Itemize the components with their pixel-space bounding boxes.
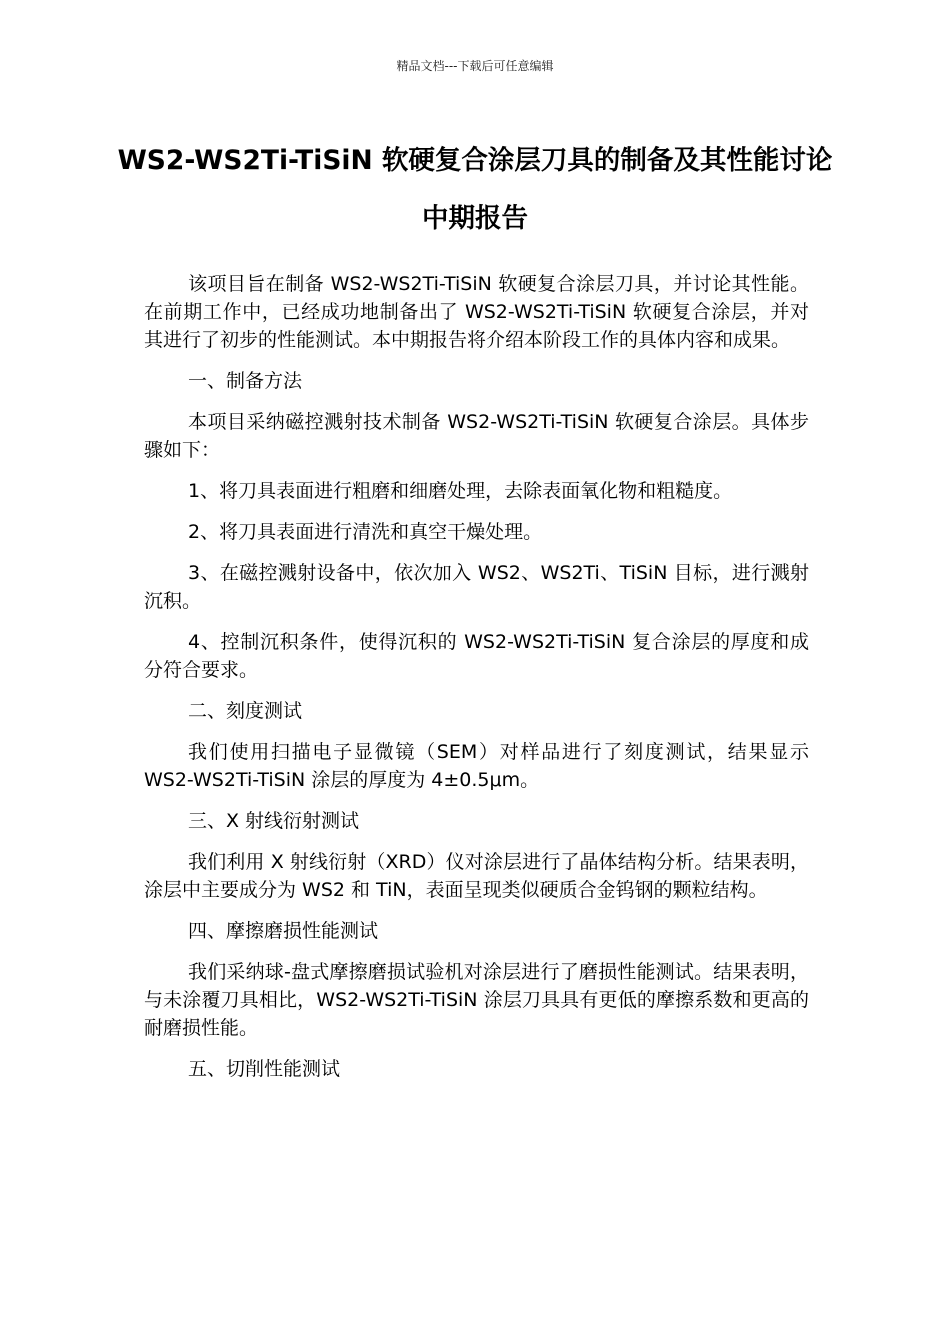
- section-heading-thickness: 二、刻度测试: [188, 700, 303, 722]
- section-heading-xrd: 三、X 射线衍射测试: [188, 810, 360, 832]
- section-heading-wear: 四、摩擦磨损性能测试: [188, 920, 379, 942]
- step-4-paragraph: 4、控制沉积条件，使得沉积的 WS2-WS2Ti-TiSiN 复合涂层的厚度和成分符合要求。: [144, 631, 809, 681]
- intro-paragraph: 该项目旨在制备 WS2-WS2Ti-TiSiN 软硬复合涂层刀具，并讨论其性能。在前期工作中，已经成功地制备出了 WS2-WS2Ti-TiSiN 软硬复合涂层，并对其进行了初步的性能测试。本中期报告将介绍本阶段工作的具体内容和成果。: [144, 273, 809, 351]
- document-body: [144, 270, 809, 1096]
- step-2-paragraph: 2、将刀具表面进行清洗和真空干燥处理。: [188, 521, 543, 543]
- page-header: 精品文档---下载后可任意编辑: [396, 59, 554, 73]
- thickness-paragraph: 我们使用扫描电子显微镜（SEM）对样品进行了刻度测试，结果显示 WS2-WS2Ti-TiSiN 涂层的厚度为 4±0.5μm。: [144, 741, 809, 791]
- step-3-paragraph: 3、在磁控溅射设备中，依次加入 WS2、WS2Ti、TiSiN 目标，进行溅射沉积。: [144, 562, 809, 612]
- document-title: WS2-WS2Ti-TiSiN 软硬复合涂层刀具的制备及其性能讨论中期报告: [117, 145, 833, 234]
- step-1-paragraph: 1、将刀具表面进行粗磨和细磨处理，去除表面氧化物和粗糙度。: [188, 480, 733, 502]
- xrd-paragraph: 我们利用 X 射线衍射（XRD）仪对涂层进行了晶体结构分析。结果表明，涂层中主要成分为 WS2 和 TiN，表面呈现类似硬质合金钨钢的颗粒结构。: [144, 851, 809, 901]
- preparation-paragraph: 本项目采纳磁控溅射技术制备 WS2-WS2Ti-TiSiN 软硬复合涂层。具体步骤如下：: [144, 411, 809, 461]
- wear-paragraph: 我们采纳球-盘式摩擦磨损试验机对涂层进行了磨损性能测试。结果表明，与未涂覆刀具相比，WS2-WS2Ti-TiSiN 涂层刀具具有更低的摩擦系数和更高的耐磨损性能。: [144, 961, 809, 1039]
- section-heading-preparation: 一、制备方法: [188, 370, 303, 392]
- section-heading-cutting: 五、切削性能测试: [188, 1058, 341, 1080]
